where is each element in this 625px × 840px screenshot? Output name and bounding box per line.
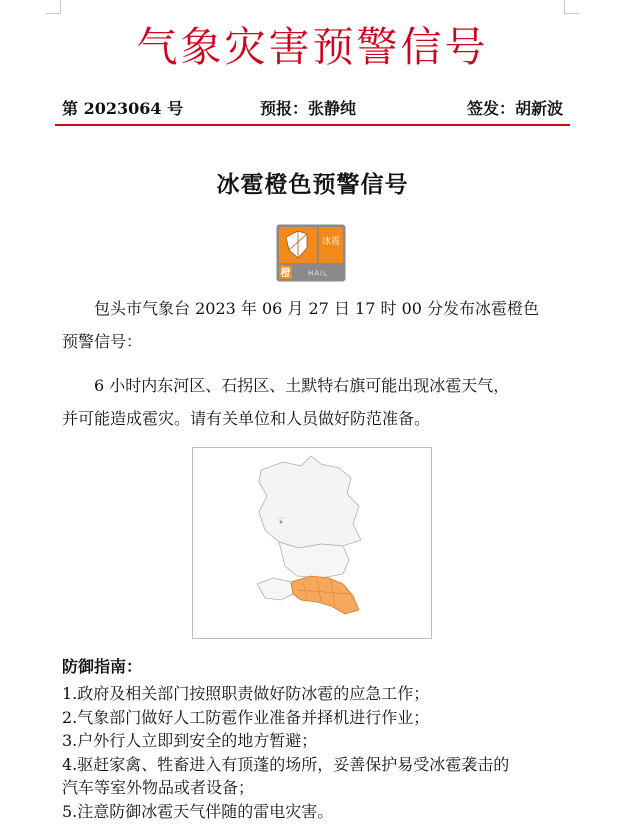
page-corner-mark-left: [46, 0, 61, 14]
forecast-paragraph: [62, 369, 563, 435]
forecaster: 预报：张静纯: [260, 99, 357, 118]
map-city-dot: [280, 521, 283, 524]
forecast-line-1: 6 小时内东河区、石拐区、土默特右旗可能出现冰雹天气，: [94, 376, 510, 395]
header-divider: [55, 124, 570, 126]
page-corner-mark-right: [564, 0, 579, 14]
map-region-warning: [291, 576, 359, 614]
issuance-paragraph: [62, 292, 563, 358]
forecast-line-2: 并可能造成雹灾。请有关单位和人员做好防范准备。: [62, 409, 431, 428]
issuance-line-2: 预警信号：: [62, 332, 143, 351]
issuer: 签发：胡新波: [466, 99, 563, 118]
svg-text:橙: 橙: [280, 268, 291, 279]
list-item: 4.驱赶家禽、牲畜进入有顶蓬的场所，妥善保护易受冰雹袭击的: [62, 754, 510, 774]
document-number: 第 2023064 号: [62, 99, 184, 118]
list-item: 5.注意防御冰雹天气伴随的雷电灾害。: [62, 801, 334, 821]
document-header-info: [62, 96, 563, 118]
document-title: 气象灾害预警信号: [136, 23, 489, 71]
warning-area-map: [192, 447, 432, 639]
list-item: 2.气象部门做好人工防雹作业准备并择机进行作业；: [62, 707, 430, 727]
issuance-line-1: 包头市气象台 2023 年 06 月 27 日 17 时 00 分发布冰雹橙色: [94, 299, 540, 318]
map-region-middle: [279, 542, 349, 578]
list-item: 3.户外行人立即到安全的地方暂避；: [62, 731, 318, 750]
guide-list: [62, 682, 509, 823]
hail-orange-warning-icon: [276, 224, 346, 282]
signal-title: 冰雹橙色预警信号: [216, 171, 409, 198]
svg-text:冰雹: 冰雹: [321, 237, 341, 247]
svg-text:HAIL: HAIL: [307, 269, 329, 278]
list-item: 汽车等室外物品或者设备；: [62, 778, 255, 797]
list-item: 1.政府及相关部门按照职责做好防冰雹的应急工作；: [62, 684, 430, 703]
map-region-north: [259, 456, 361, 548]
guide-title: 防御指南：: [62, 657, 143, 676]
map-region-west: [257, 578, 293, 600]
